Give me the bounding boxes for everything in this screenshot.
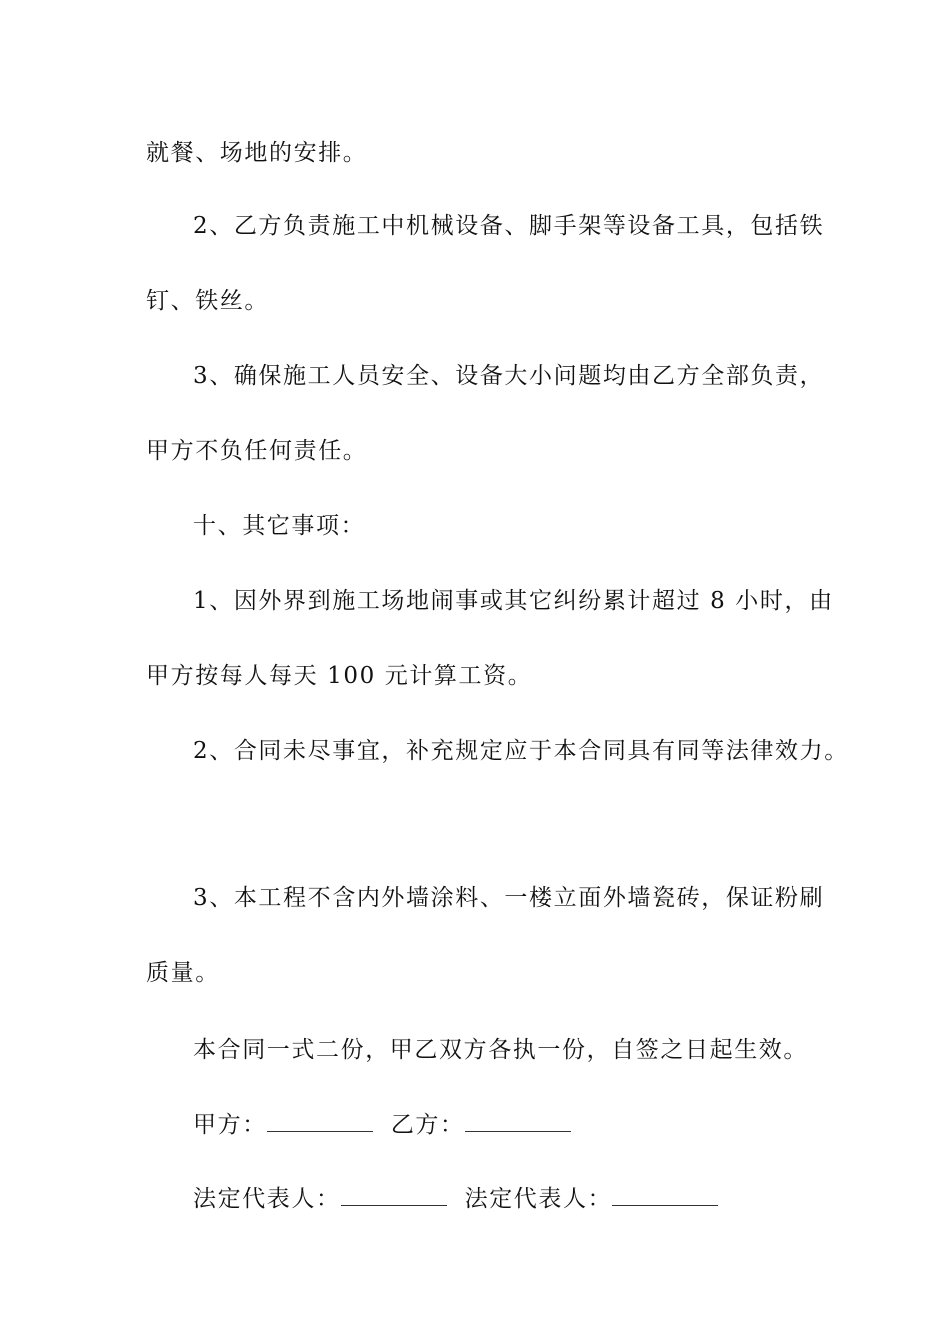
paragraph-line: 2、合同未尽事宜，补充规定应于本合同具有同等法律效力。 <box>193 738 849 764</box>
paragraph-line: 甲方按每人每天 100 元计算工资。 <box>146 663 533 689</box>
paragraph-line: 钉、铁丝。 <box>146 288 269 314</box>
paragraph-line: 本合同一式二份，甲乙双方各执一份，自签之日起生效。 <box>193 1037 808 1063</box>
paragraph-line: 就餐、场地的安排。 <box>146 140 368 166</box>
paragraph-line: 2、乙方负责施工中机械设备、脚手架等设备工具，包括铁 <box>193 213 825 239</box>
paragraph-line: 3、确保施工人员安全、设备大小问题均由乙方全部负责， <box>193 363 825 389</box>
section-heading: 十、其它事项： <box>193 513 366 539</box>
rep-a-label: 法定代表人： <box>193 1186 341 1212</box>
party-b-blank <box>465 1111 571 1132</box>
paragraph-line: 甲方不负任何责任。 <box>146 438 368 464</box>
rep-a-blank <box>341 1185 447 1206</box>
paragraph-line: 3、本工程不含内外墙涂料、一楼立面外墙瓷砖，保证粉刷 <box>193 885 825 911</box>
signature-row-parties <box>193 1110 575 1140</box>
rep-b-label: 法定代表人： <box>464 1186 613 1212</box>
rep-b-blank <box>612 1185 718 1206</box>
party-a-blank <box>267 1111 373 1132</box>
party-b-label: 乙方： <box>390 1112 465 1138</box>
paragraph-line: 质量。 <box>146 960 220 986</box>
paragraph-line: 1、因外界到施工场地闹事或其它纠纷累计超过 8 小时，由 <box>193 588 834 614</box>
party-a-label: 甲方： <box>193 1112 267 1138</box>
signature-row-representatives <box>193 1184 722 1214</box>
